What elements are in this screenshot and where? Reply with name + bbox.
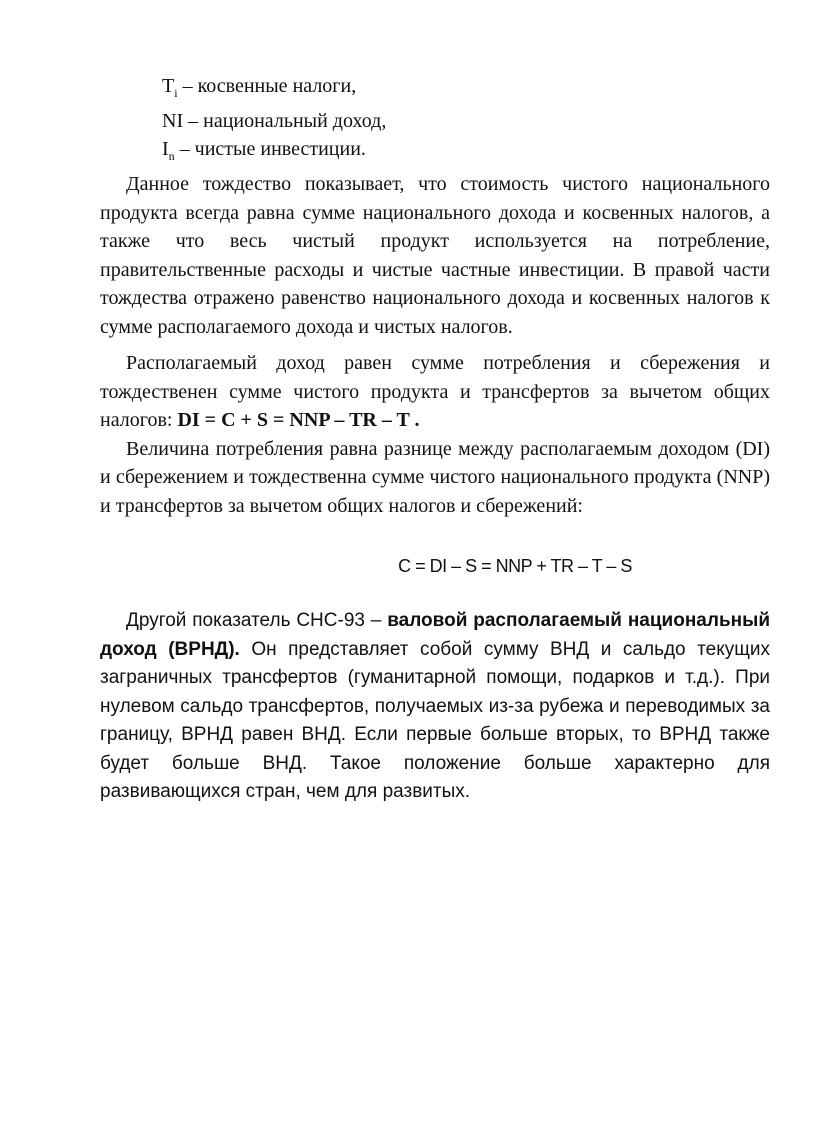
definition-in (100, 135, 770, 170)
paragraph-consumption: Величина потребления равна разнице между располагаемым доходом (DI) и сбережением и тождественна сумме чистого национального продукта (NNP) и трансфертов за вычетом общих налогов и сбережений: (100, 437, 770, 517)
formula-consumption: C = DI – S = NNP + TR – T – S (398, 556, 632, 576)
definition-text: – чистые инвестиции. (174, 138, 366, 160)
document-page (100, 72, 770, 807)
term-vrnd: валовой располагаемый национальный доход (ВРНД). (100, 610, 771, 660)
paragraph-vrnd (100, 607, 770, 807)
definition-ti (100, 72, 770, 107)
definition-ni (100, 107, 770, 135)
paragraph-text: Он представляет собой сумму ВНД и сальдо текущих заграничных трансфертов (гуманитарной помощи, подарков и т.д.). При нулевом сальдо трансфертов, получаемых из-за рубежа и переводимых за границу, ВРНД равен ВНД. Если первые больше вторых, то ВРНД также будет больше ВНД. Такое положение больше характерно для развивающихся стран, чем для развитых. (100, 638, 770, 802)
definition-subscript: i (174, 86, 178, 100)
definition-subscript: n (168, 149, 175, 163)
definition-symbol: I (162, 138, 169, 160)
definition-text: – национальный доход, (183, 110, 387, 132)
paragraph-text: Другой показатель СНС-93 – (126, 610, 388, 631)
paragraph-text: Располагаемый доход равен сумме потребления и сбережения и тождественен сумме чистого продукта и трансфертов за вычетом общих налогов: (100, 352, 770, 431)
definition-symbol: NI (162, 110, 184, 132)
formula-inline: DI = C + S = NNP – TR – T . (177, 409, 420, 431)
definition-text: – косвенные налоги, (177, 75, 357, 97)
paragraph-identity: Данное тождество показывает, что стоимость чистого национального продукта всегда равна сумме национального дохода и косвенных налогов, а также что весь чистый продукт используется на потребление, правительственные расходы и чистые частные инвестиции. В правой части тождества отражено равенство национального дохода и косвенных налогов к сумме располагаемого дохода и чистых налогов. (100, 173, 770, 338)
paragraph-disposable-income (100, 349, 770, 435)
definition-symbol: T (162, 75, 175, 97)
